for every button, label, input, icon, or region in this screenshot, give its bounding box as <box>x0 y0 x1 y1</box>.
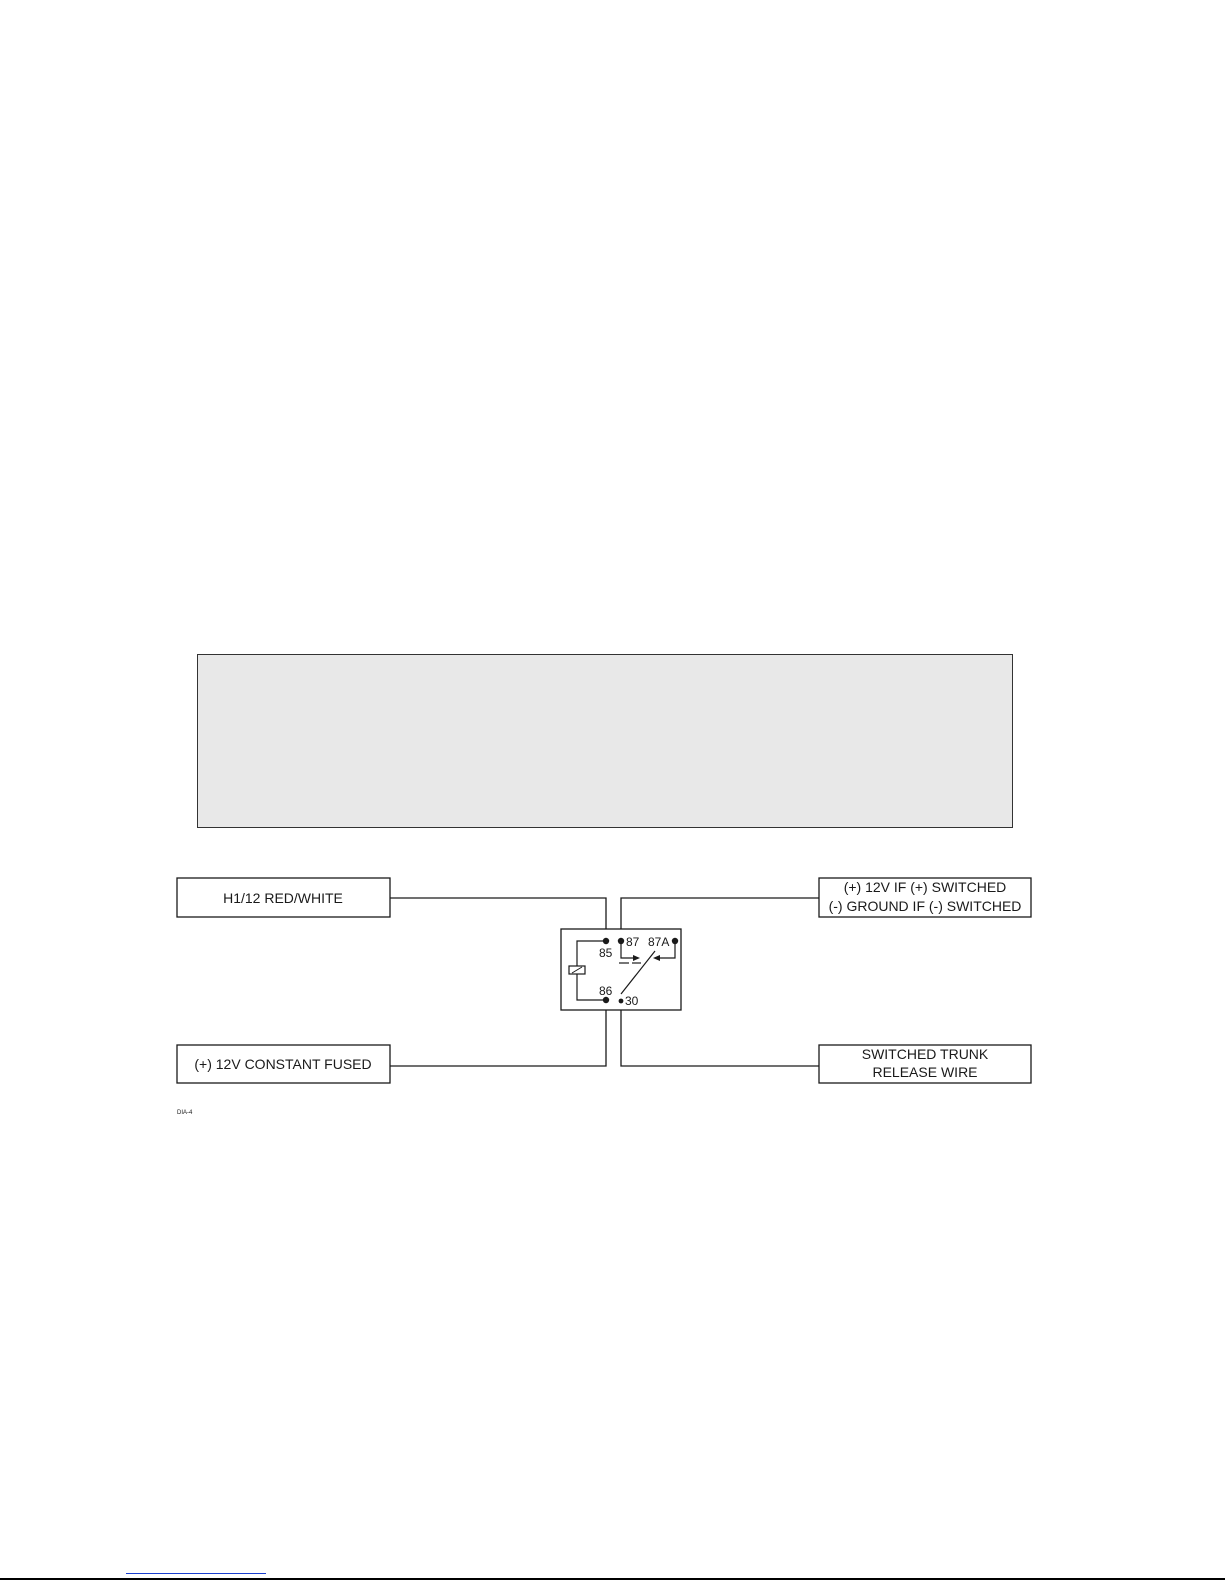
terminal-87-label: 87 <box>626 935 640 949</box>
terminal-87a-dot <box>672 938 678 944</box>
constant-power-label: (+) 12V CONSTANT FUSED <box>194 1056 372 1072</box>
terminal-87-dot <box>618 938 624 944</box>
terminal-85-label: 85 <box>599 946 613 960</box>
relay <box>561 929 681 1010</box>
footer-rule <box>0 1578 1225 1580</box>
trunk-release-label-line1: SWITCHED TRUNK <box>861 1046 989 1062</box>
terminal-86-label: 86 <box>599 984 613 998</box>
terminal-87a-label: 87A <box>648 935 670 949</box>
trigger-input-label: H1/12 RED/WHITE <box>223 890 343 906</box>
terminal-30-dot <box>619 999 624 1004</box>
terminal-85-dot <box>603 938 609 944</box>
switched-output-label-line2: (-) GROUND IF (-) SWITCHED <box>828 898 1022 914</box>
trunk-release-label-line2: RELEASE WIRE <box>872 1064 978 1080</box>
footer-link-underline[interactable] <box>126 1573 266 1574</box>
terminal-30-label: 30 <box>625 994 639 1008</box>
wire-30-to-trunk-release <box>621 1001 819 1066</box>
switched-output-label-line1: (+) 12V IF (+) SWITCHED <box>843 879 1007 895</box>
figure-code: DIA-4 <box>177 1110 193 1116</box>
